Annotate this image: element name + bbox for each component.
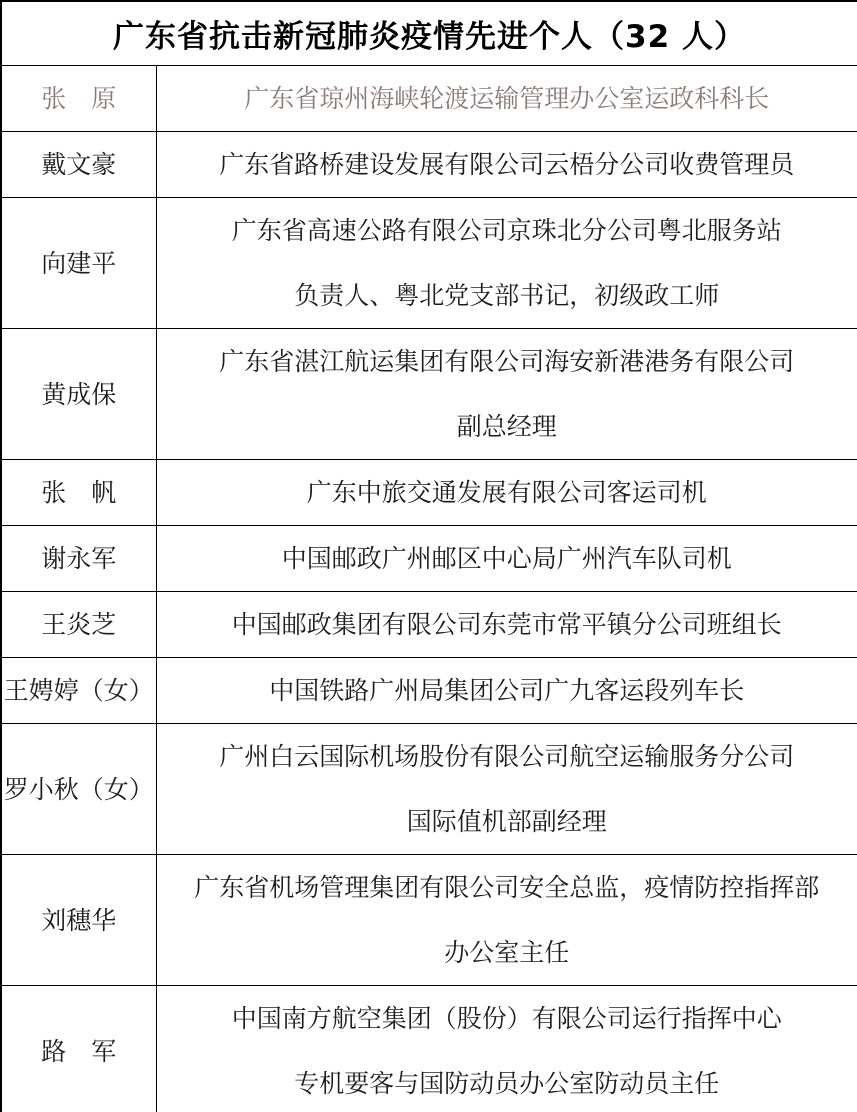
person-position-cell — [156, 526, 857, 592]
table-row — [1, 658, 857, 724]
person-name-cell: 罗小秋（女） — [1, 724, 156, 855]
person-name-cell: 刘穗华 — [1, 855, 156, 986]
position-line: 办公室主任 — [444, 938, 570, 967]
person-name-cell: 戴文豪 — [1, 132, 156, 198]
person-position-cell — [156, 658, 857, 724]
table-row — [1, 526, 857, 592]
person-name-cell: 向建平 — [1, 198, 156, 329]
position-line: 广州白云国际机场股份有限公司航空运输服务分公司 — [219, 742, 795, 771]
person-name-cell: 王炎芝 — [1, 592, 156, 658]
table-row — [1, 198, 857, 329]
person-position-cell — [156, 460, 857, 526]
table-row — [1, 855, 857, 986]
person-name-cell: 王娉婷（女） — [1, 658, 156, 724]
table-row — [1, 329, 857, 460]
table-row — [1, 132, 857, 198]
person-position-cell — [156, 132, 857, 198]
person-position-cell — [156, 724, 857, 855]
position-line: 广东中旅交通发展有限公司客运司机 — [306, 478, 707, 507]
table-row — [1, 66, 857, 132]
position-line: 副总经理 — [456, 412, 557, 441]
position-line: 广东省机场管理集团有限公司安全总监，疫情防控指挥部 — [194, 873, 820, 902]
person-position-cell — [156, 855, 857, 986]
position-line: 中国铁路广州局集团公司广九客运段列车长 — [269, 676, 745, 705]
table-header — [1, 1, 857, 66]
person-name-cell: 张 帆 — [1, 460, 156, 526]
title-row — [1, 1, 857, 66]
person-position-cell — [156, 198, 857, 329]
position-line: 中国南方航空集团（股份）有限公司运行指挥中心 — [231, 1004, 782, 1033]
person-name-cell: 张 原 — [1, 66, 156, 132]
table-row — [1, 592, 857, 658]
table-row — [1, 460, 857, 526]
person-name-cell: 路 军 — [1, 986, 156, 1112]
person-position-cell — [156, 986, 857, 1112]
position-line: 专机要客与国防动员办公室防动员主任 — [294, 1069, 720, 1098]
table-row — [1, 724, 857, 855]
position-line: 广东省高速公路有限公司京珠北分公司粤北服务站 — [231, 216, 782, 245]
page-title: 广东省抗击新冠肺炎疫情先进个人（32 人） — [1, 1, 857, 66]
position-line: 广东省湛江航运集团有限公司海安新港港务有限公司 — [219, 347, 795, 376]
person-position-cell — [156, 66, 857, 132]
person-position-cell — [156, 329, 857, 460]
position-line: 中国邮政广州邮区中心局广州汽车队司机 — [281, 544, 732, 573]
table-body — [1, 66, 857, 1112]
person-position-cell — [156, 592, 857, 658]
position-line: 中国邮政集团有限公司东莞市常平镇分公司班组长 — [231, 610, 782, 639]
person-name-cell: 谢永军 — [1, 526, 156, 592]
position-line: 广东省琼州海峡轮渡运输管理办公室运政科科长 — [244, 84, 770, 113]
position-line: 广东省路桥建设发展有限公司云梧分公司收费管理员 — [219, 150, 795, 179]
table-row — [1, 986, 857, 1112]
position-line: 国际值机部副经理 — [406, 807, 607, 836]
position-line: 负责人、粤北党支部书记，初级政工师 — [294, 281, 720, 310]
person-name-cell: 黄成保 — [1, 329, 156, 460]
